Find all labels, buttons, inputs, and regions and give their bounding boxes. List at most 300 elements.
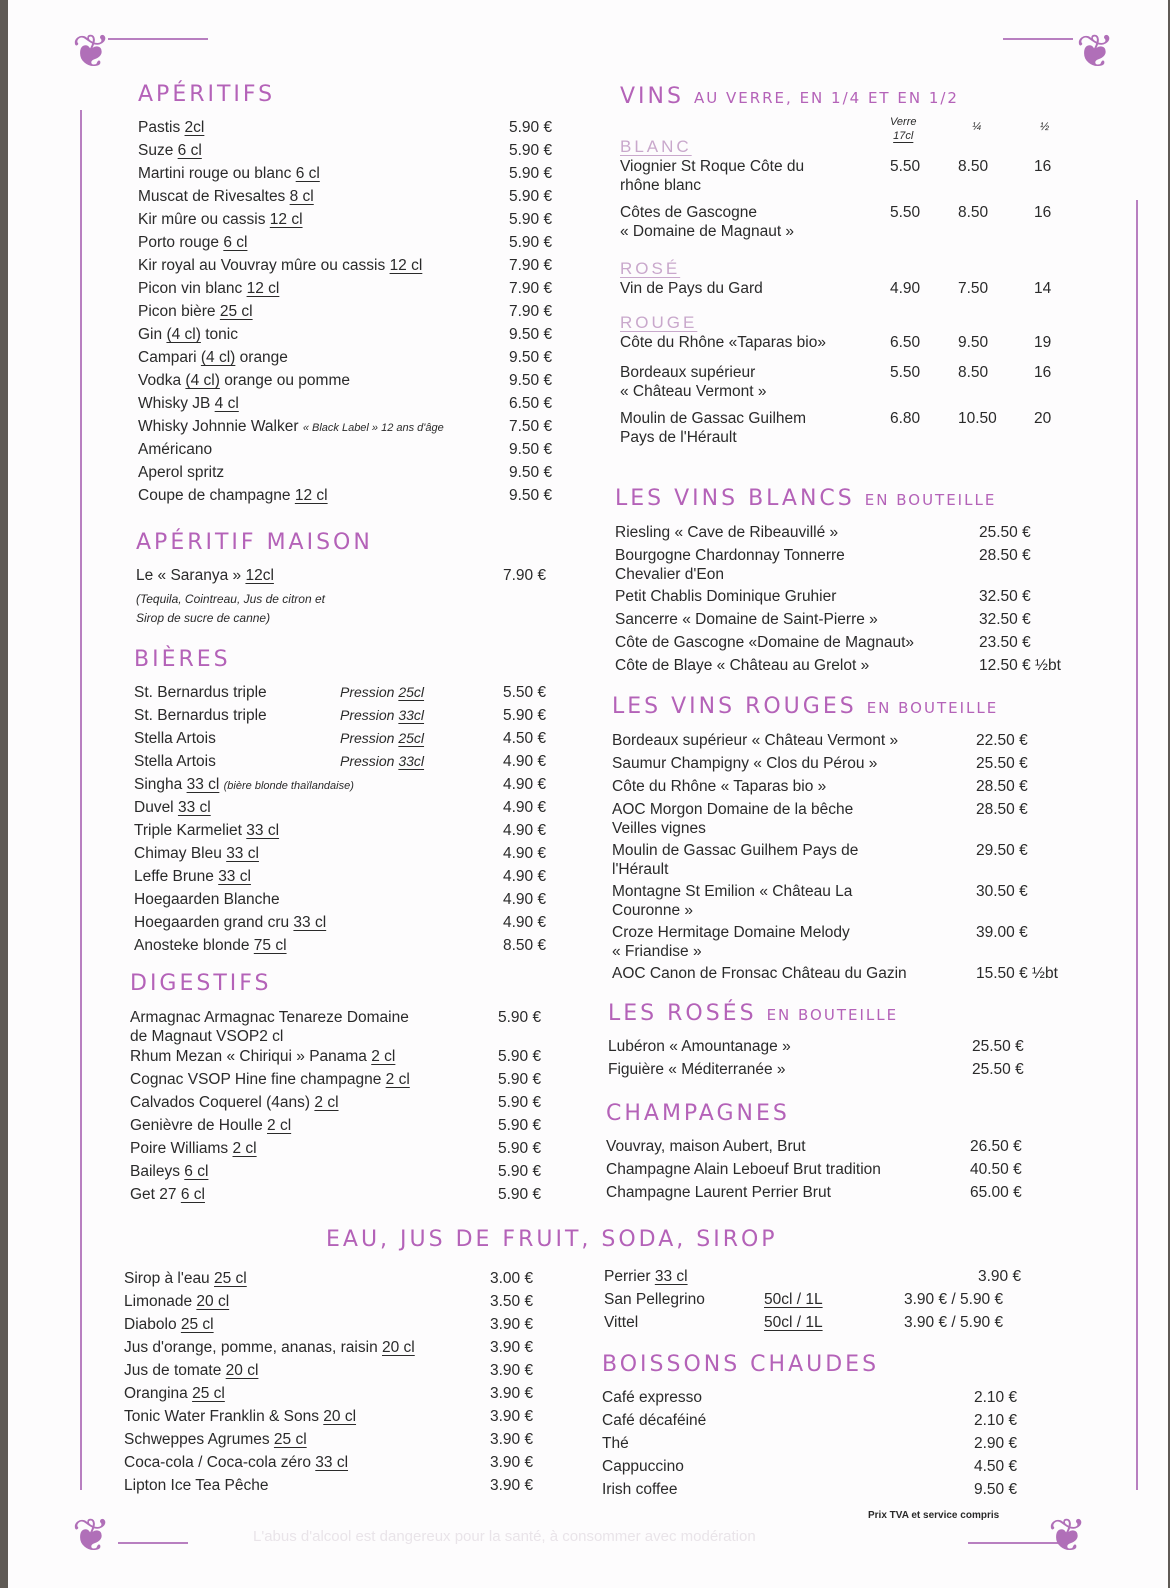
bottle-price: 28.50 € — [976, 778, 1028, 795]
item-name — [138, 119, 204, 137]
bottle-row — [612, 754, 1082, 777]
wine-name-line-1: Côte du Rhône «Taparas bio» — [620, 334, 826, 351]
item-price: 4.90 € — [503, 822, 547, 839]
item-label: Whisky JB — [138, 395, 211, 412]
item-name — [602, 1435, 629, 1453]
bottle-name-line-1: Croze Hermitage Domaine Melody — [612, 924, 850, 941]
item-volume: 2 cl — [267, 1117, 292, 1134]
item-label: Gin — [138, 326, 163, 343]
pression-text: Pression — [340, 730, 395, 746]
list-item — [602, 1481, 1042, 1504]
item-label: Hoegaarden grand cru — [134, 914, 290, 931]
item-volume: 33 cl — [218, 868, 251, 885]
list-item — [130, 1048, 550, 1071]
item-label: Anosteke blonde — [134, 937, 250, 954]
item-name — [138, 418, 444, 436]
col-verre-header: Verre 17cl — [890, 116, 917, 142]
maison-section — [136, 530, 556, 628]
wine-name-line-1: Bordeaux supérieur — [620, 364, 756, 381]
item-volume: 2 cl — [232, 1140, 257, 1157]
item-label: Coca-cola / Coca-cola zéro — [124, 1454, 311, 1471]
list-item — [602, 1389, 1042, 1412]
item-price: 3.90 € — [490, 1408, 534, 1425]
eau-title: EAU, JUS DE FRUIT, SODA, SIROP — [326, 1227, 778, 1252]
item-label: Rhum Mezan « Chiriqui » Panama — [130, 1048, 367, 1065]
item-label: Muscat de Rivesaltes — [138, 188, 286, 205]
item-label: Kir royal au Vouvray mûre ou cassis — [138, 257, 386, 274]
pression-volume: 25cl — [398, 730, 425, 746]
frame-top-left — [108, 38, 208, 40]
bieres-section — [134, 647, 554, 960]
item-price: 3.90 € — [490, 1362, 534, 1379]
bottle-price: 30.50 € — [976, 883, 1028, 900]
list-item — [134, 891, 554, 914]
item-name — [138, 372, 350, 390]
aperitifs-title: APÉRITIFS — [138, 82, 276, 107]
bieres-title: BIÈRES — [134, 647, 231, 672]
list-item — [130, 1140, 550, 1163]
bottle-price: 25.50 € — [976, 755, 1028, 772]
eau-left-list — [124, 1270, 544, 1500]
bottle-row — [615, 546, 1085, 587]
roses-section — [608, 1001, 1048, 1084]
item-price: 4.90 € — [503, 914, 547, 931]
item-price: 5.90 € — [498, 1140, 542, 1157]
wine-price-half: 19 — [1034, 334, 1052, 351]
list-item — [604, 1291, 1044, 1314]
item-name — [138, 165, 320, 183]
list-item — [130, 1094, 550, 1117]
item-label: Pastis — [138, 119, 181, 136]
wine-price-quarter: 10.50 — [958, 410, 997, 427]
maison-row — [136, 567, 556, 590]
item-volume: 4 cl — [214, 395, 239, 412]
item-price: 7.50 € — [509, 418, 553, 435]
item-price: 9.50 € — [509, 326, 553, 343]
item-extra: tonic — [205, 326, 238, 343]
vins-rouges-title: LES VINS ROUGES EN BOUTEILLE — [612, 694, 999, 719]
bottle-name-line-1: Petit Chablis Dominique Gruhier — [615, 588, 837, 605]
bottle-name-line-2: l'Hérault — [612, 861, 669, 878]
pression-text: Pression — [340, 753, 395, 769]
item-price: 9.50 € — [509, 441, 553, 458]
item-name — [134, 914, 326, 932]
item-price: 3.50 € — [490, 1293, 534, 1310]
item-price: 3.90 € — [490, 1385, 534, 1402]
item-label: Picon bière — [138, 303, 216, 320]
rose-label: ROSÉ — [620, 259, 681, 278]
item-volume: 75 cl — [253, 937, 287, 954]
item-label: Diabolo — [124, 1316, 177, 1333]
item-price: 2.10 € — [974, 1389, 1018, 1406]
list-item — [138, 142, 558, 165]
item-price: 4.50 € — [503, 730, 547, 747]
item-label: Jus d'orange, pomme, ananas, raisin — [124, 1339, 378, 1356]
wine-name-line-2: « Château Vermont » — [620, 383, 767, 400]
item-label: Chimay Bleu — [134, 845, 222, 862]
item-name — [124, 1477, 269, 1495]
item-price: 2.90 € — [974, 1435, 1018, 1452]
wine-price-quarter: 8.50 — [958, 204, 989, 221]
list-item — [134, 914, 554, 937]
item-price: 5.90 € — [509, 165, 553, 182]
item-name — [138, 142, 202, 160]
bottle-row — [612, 800, 1082, 841]
item-volume: (4 cl) — [166, 326, 201, 343]
item-name — [138, 487, 328, 505]
item-name — [138, 441, 212, 459]
item-name — [134, 684, 267, 702]
item-price: 65.00 € — [970, 1184, 1022, 1201]
blanc-label: BLANC — [620, 137, 692, 156]
item-price: 40.50 € — [970, 1161, 1022, 1178]
item-label: Orangina — [124, 1385, 188, 1402]
bottle-row — [615, 523, 1085, 546]
item-label: Suze — [138, 142, 174, 159]
item-label: Stella Artois — [134, 730, 216, 747]
item-volume: 20 cl — [323, 1408, 357, 1425]
pression-volume: 25cl — [398, 684, 425, 700]
item-name — [138, 326, 238, 344]
item-label: Porto rouge — [138, 234, 219, 251]
item-name — [138, 395, 239, 413]
maison-note-2: Sirop de sucre de canne) — [136, 611, 271, 625]
item-label: Picon vin blanc — [138, 280, 243, 297]
list-item — [130, 1186, 550, 1209]
bottle-name-line-1: Saumur Champigny « Clos du Pérou » — [612, 755, 878, 772]
roses-list — [608, 1038, 1048, 1084]
item-volume: 20 cl — [225, 1362, 259, 1379]
item-label: Café expresso — [602, 1389, 702, 1406]
item-label: Cappuccino — [602, 1458, 684, 1475]
pression-text: Pression — [340, 707, 395, 723]
list-item — [138, 280, 558, 303]
item-price: 26.50 € — [970, 1138, 1022, 1155]
item-label: Limonade — [124, 1293, 193, 1310]
item-name — [604, 1291, 705, 1309]
item-label: Coupe de champagne — [138, 487, 291, 504]
item-volume: 33 cl — [186, 776, 220, 793]
bottle-name-line-1: Côte de Gascogne «Domaine de Magnaut» — [615, 634, 915, 651]
item-volume: 12 cl — [389, 257, 423, 274]
aperitifs-section — [138, 82, 558, 510]
item-price: 5.90 € — [498, 1117, 542, 1134]
item-name — [138, 211, 303, 229]
item-price: 25.50 € — [972, 1038, 1024, 1055]
pression-text: Pression — [340, 684, 395, 700]
wine-price-half: 16 — [1034, 364, 1052, 381]
item-extra: orange — [239, 349, 288, 366]
item-price: 9.50 € — [509, 372, 553, 389]
bottle-price: 15.50 € ½bt — [976, 965, 1058, 982]
maison-name: Le « Saranya » 12cl — [136, 567, 274, 584]
item-name — [130, 1163, 208, 1181]
bottle-row — [612, 882, 1082, 923]
item-volume: 25 cl — [180, 1316, 214, 1333]
rouge-label: ROUGE — [620, 313, 698, 332]
bottle-price: 29.50 € — [976, 842, 1028, 859]
champagnes-list — [606, 1138, 1046, 1207]
pression-volume: 33cl — [398, 707, 425, 723]
item-volume: 2 cl — [385, 1071, 410, 1088]
list-item — [134, 822, 554, 845]
item-label: Jus de tomate — [124, 1362, 222, 1379]
item-price: 5.50 € — [503, 684, 547, 701]
wine-name-line-1: Viognier St Roque Côte du — [620, 158, 805, 175]
vins-rouges-list — [612, 731, 1082, 987]
item-volume: (4 cl) — [185, 372, 220, 389]
bottle-row — [612, 923, 1082, 964]
bottle-price: 25.50 € — [979, 524, 1031, 541]
bottle-name-line-2: Chevalier d'Eon — [615, 566, 724, 583]
item-price: 3.90 € — [490, 1431, 534, 1448]
item-label: Vodka — [138, 372, 182, 389]
bottle-name-line-1: Montagne St Emilion « Château La — [612, 883, 853, 900]
list-item — [134, 776, 554, 799]
item-price: 6.50 € — [509, 395, 553, 412]
item-price: 5.90 € — [498, 1048, 542, 1065]
corner-ornament-br-icon: ❦ — [1048, 1508, 1087, 1562]
wine-glass-row — [620, 157, 1070, 203]
item-name — [124, 1362, 258, 1380]
item-price: 7.90 € — [509, 280, 553, 297]
bottle-name-line-2: « Friandise » — [612, 943, 702, 960]
item-label: San Pellegrino — [604, 1291, 705, 1308]
bottle-name-line-2: Couronne » — [612, 902, 694, 919]
item-label: Get 27 — [130, 1186, 177, 1203]
item-volume: 12 cl — [269, 211, 303, 228]
wine-name-line-1: Côtes de Gascogne — [620, 204, 758, 221]
item-name — [138, 188, 314, 206]
item-label: Perrier — [604, 1268, 651, 1285]
item-label: Café décaféiné — [602, 1412, 707, 1429]
item-price: 4.90 € — [503, 868, 547, 885]
maison-price: 7.90 € — [503, 567, 547, 584]
wine-price-verre: 6.50 — [890, 334, 921, 351]
list-item — [134, 730, 554, 753]
wine-name-line-2: Pays de l'Hérault — [620, 429, 737, 446]
item-label: Champagne Laurent Perrier Brut — [606, 1184, 831, 1201]
item-label: Sirop à l'eau — [124, 1270, 210, 1287]
bottle-size: 50cl / 1L — [764, 1291, 823, 1308]
bottle-size: 50cl / 1L — [764, 1314, 823, 1331]
list-item — [138, 188, 558, 211]
item-label: Schweppes Agrumes — [124, 1431, 270, 1448]
item-label: Cognac VSOP Hine fine champagne — [130, 1071, 382, 1088]
bottle-name-line-1: Bordeaux supérieur « Château Vermont » — [612, 732, 899, 749]
item-name — [602, 1389, 702, 1407]
item-label: Campari — [138, 349, 197, 366]
item-name — [602, 1458, 684, 1476]
list-item — [138, 119, 558, 142]
list-item — [138, 464, 558, 487]
item-volume: 25 cl — [273, 1431, 307, 1448]
wine-name-line-2: « Domaine de Magnaut » — [620, 223, 795, 240]
pression-volume: 33cl — [398, 753, 425, 769]
list-item — [602, 1412, 1042, 1435]
wine-price-half: 14 — [1034, 280, 1052, 297]
item-volume: 33 cl — [315, 1454, 349, 1471]
item-name — [606, 1138, 806, 1156]
list-item — [138, 165, 558, 188]
list-item — [134, 684, 554, 707]
item-price: 4.90 € — [503, 776, 547, 793]
bottle-name-line-1: Bourgogne Chardonnay Tonnerre — [615, 547, 845, 564]
wine-price-quarter: 8.50 — [958, 158, 989, 175]
col-quarter-header: ¼ — [972, 121, 982, 133]
item-name — [130, 1186, 205, 1204]
frame-right — [1136, 200, 1138, 1490]
item-label: Triple Karmeliet — [134, 822, 242, 839]
verre-rose-list — [620, 279, 1070, 309]
bottle-price: 39.00 € — [976, 924, 1028, 941]
item-price: 5.90 € — [509, 142, 553, 159]
verre-rouge-list — [620, 333, 1070, 455]
list-item — [138, 234, 558, 257]
item-volume: 2 cl — [314, 1094, 339, 1111]
item-price: 5.90 € — [509, 119, 553, 136]
list-item — [124, 1293, 544, 1316]
armagnac-line-2: de Magnaut VSOP2 cl — [130, 1028, 284, 1045]
wine-price-quarter: 7.50 — [958, 280, 989, 297]
item-price: 25.50 € — [972, 1061, 1024, 1078]
bottle-price: 32.50 € — [979, 588, 1031, 605]
armagnac-line-1: Armagnac Armagnac Tenareze Domaine — [130, 1009, 409, 1026]
prix-note: Prix TVA et service compris — [868, 1510, 1000, 1521]
item-name — [134, 891, 280, 909]
item-label: Martini rouge ou blanc — [138, 165, 292, 182]
vins-verre-header — [620, 115, 1070, 151]
item-price: 2.10 € — [974, 1412, 1018, 1429]
list-item — [124, 1362, 544, 1385]
wine-glass-row — [620, 279, 1070, 309]
item-name — [124, 1408, 356, 1426]
verre-blanc-list — [620, 157, 1070, 249]
item-price: 5.90 € — [498, 1094, 542, 1111]
list-item — [608, 1038, 1048, 1061]
list-item — [124, 1454, 544, 1477]
corner-ornament-tr-icon: ❦ — [1076, 24, 1115, 78]
wine-name — [620, 157, 1070, 195]
item-label: Vittel — [604, 1314, 639, 1331]
item-name — [608, 1038, 791, 1056]
pression-label — [340, 707, 424, 723]
item-price: 9.50 € — [509, 349, 553, 366]
item-volume: 12 cl — [246, 280, 280, 297]
item-volume: 12 cl — [294, 487, 328, 504]
item-name — [138, 303, 253, 321]
digestifs-list — [130, 1048, 550, 1209]
item-label: Thé — [602, 1435, 629, 1452]
item-volume: 25 cl — [219, 303, 253, 320]
item-label: St. Bernardus triple — [134, 684, 267, 701]
item-volume: 33 cl — [177, 799, 211, 816]
list-item — [602, 1435, 1042, 1458]
list-item — [124, 1408, 544, 1431]
item-volume: 25 cl — [214, 1270, 247, 1287]
bottle-row — [612, 964, 1082, 987]
item-volume: 33 cl — [293, 914, 327, 931]
list-item — [138, 418, 558, 441]
vins-blancs-list — [615, 523, 1085, 679]
wine-glass-row — [620, 363, 1070, 409]
item-price: 9.50 € — [509, 487, 553, 504]
menu-page — [8, 0, 1168, 1588]
item-name — [134, 868, 251, 886]
list-item — [138, 372, 558, 395]
bottle-row — [615, 656, 1085, 679]
item-price: 3.90 € — [490, 1454, 534, 1471]
item-name — [134, 730, 216, 748]
list-item — [138, 395, 558, 418]
item-name — [124, 1293, 229, 1311]
bottle-price: 23.50 € — [979, 634, 1031, 651]
item-price: 7.90 € — [509, 303, 553, 320]
item-volume: 33 cl — [226, 845, 259, 862]
wine-name-line-2: rhône blanc — [620, 177, 702, 194]
item-price: 5.90 € — [509, 188, 553, 205]
item-name — [124, 1385, 225, 1403]
wine-name — [620, 333, 1070, 352]
wine-price-verre: 5.50 — [890, 364, 921, 381]
item-label: Lipton Ice Tea Pêche — [124, 1477, 269, 1494]
item-name — [138, 257, 422, 275]
list-item — [134, 868, 554, 891]
wine-name — [620, 279, 1070, 298]
armagnac-price: 5.90 € — [498, 1009, 542, 1026]
item-name — [138, 349, 288, 367]
col-half-header: ½ — [1040, 121, 1050, 133]
item-name — [606, 1161, 881, 1179]
alcohol-warning: L'abus d'alcool est dangereux pour la santé, à consommer avec modération — [253, 1528, 756, 1545]
item-name — [604, 1268, 688, 1286]
item-price: 5.90 € — [509, 211, 553, 228]
wine-price-quarter: 9.50 — [958, 334, 989, 351]
item-label: Calvados Coquerel (4ans) — [130, 1094, 311, 1111]
bottle-price: 32.50 € — [979, 611, 1031, 628]
item-price: 9.50 € — [509, 464, 553, 481]
bottle-name-line-1: Riesling « Cave de Ribeauvillé » — [615, 524, 839, 541]
list-item — [130, 1117, 550, 1140]
list-item — [130, 1071, 550, 1094]
item-price: 4.90 € — [503, 845, 547, 862]
vins-blancs-title: LES VINS BLANCS EN BOUTEILLE — [615, 486, 997, 511]
item-volume: 25 cl — [192, 1385, 225, 1402]
item-price: 3.90 € / 5.90 € — [904, 1291, 1004, 1308]
vins-verre-section — [620, 84, 1070, 455]
item-volume: 6 cl — [184, 1163, 209, 1180]
item-label: Figuière « Méditerranée » — [608, 1061, 786, 1078]
chaudes-list — [602, 1389, 1042, 1504]
bottle-name-line-1: Sancerre « Domaine de Saint-Pierre » — [615, 611, 878, 628]
pression-label — [340, 684, 424, 700]
item-label: Hoegaarden Blanche — [134, 891, 280, 908]
eau-right-section — [604, 1268, 1044, 1337]
list-item — [124, 1385, 544, 1408]
champagnes-section — [606, 1101, 1046, 1207]
maison-title: APÉRITIF MAISON — [136, 530, 373, 555]
item-name — [606, 1184, 831, 1202]
item-label: Irish coffee — [602, 1481, 678, 1498]
item-label: Whisky Johnnie Walker — [138, 418, 299, 435]
list-item — [134, 845, 554, 868]
list-item — [608, 1061, 1048, 1084]
wine-name-line-1: Moulin de Gassac Guilhem — [620, 410, 807, 427]
item-volume: 8 cl — [289, 188, 314, 205]
item-price: 5.90 € — [503, 707, 547, 724]
chaudes-title: BOISSONS CHAUDES — [602, 1352, 880, 1377]
vins-rouges-section — [612, 694, 1082, 987]
